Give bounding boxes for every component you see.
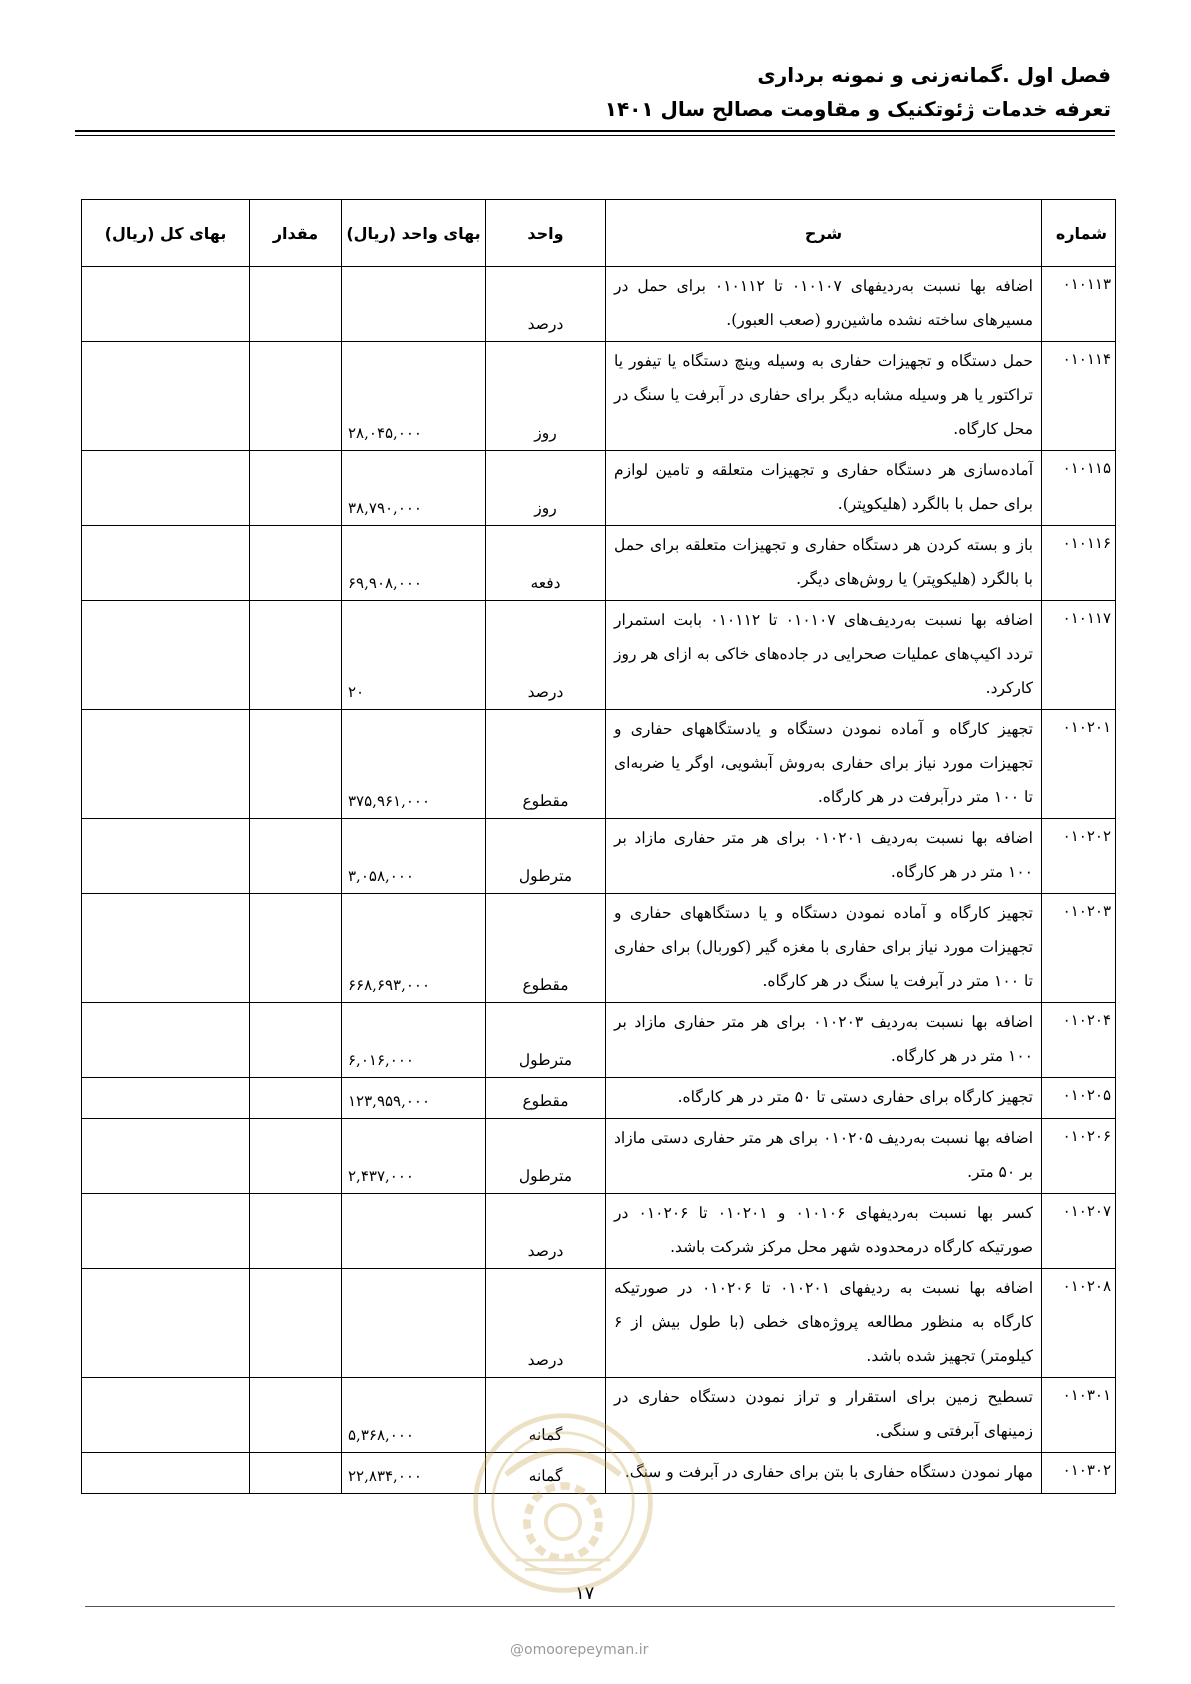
row-total <box>82 1003 250 1078</box>
row-unit: روز <box>486 342 606 451</box>
table-row <box>82 451 1116 526</box>
row-description: کسر بها نسبت به‌ردیفهای ۰۱۰۱۰۶ و ۰۱۰۲۰۱ تا ۰۱۰۲۰۶ در صورتیکه کارگاه درمحدوده شهر محل مرکز شرکت باشد. <box>606 1194 1042 1269</box>
row-total <box>82 342 250 451</box>
row-quantity <box>250 601 342 710</box>
row-quantity <box>250 267 342 342</box>
row-total <box>82 601 250 710</box>
table-row <box>82 894 1116 1003</box>
row-number: ۰۱۰۲۰۷ <box>1042 1194 1116 1269</box>
row-total <box>82 1453 250 1494</box>
row-description: آماده‌سازی هر دستگاه حفاری و تجهیزات متعلقه و تامین لوازم برای حمل با بالگرد (هلیکوپتر). <box>606 451 1042 526</box>
row-unit: مترطول <box>486 819 606 894</box>
header-unit: واحد <box>486 200 606 267</box>
row-description: اضافه بها نسبت به‌ردیف ۰۱۰۲۰۱ برای هر متر حفاری مازاد بر ۱۰۰ متر در هر کارگاه. <box>606 819 1042 894</box>
row-quantity <box>250 1453 342 1494</box>
row-quantity <box>250 342 342 451</box>
row-quantity <box>250 1003 342 1078</box>
website-watermark: @omoorepeyman.ir <box>510 1642 649 1658</box>
row-unit: روز <box>486 451 606 526</box>
table-row <box>82 1119 1116 1194</box>
row-total <box>82 1378 250 1453</box>
row-number: ۰۱۰۲۰۱ <box>1042 710 1116 819</box>
row-quantity <box>250 1078 342 1119</box>
row-number: ۰۱۰۲۰۳ <box>1042 894 1116 1003</box>
row-description: اضافه بها نسبت به‌ردیف‌های ۰۱۰۱۰۷ تا ۰۱۰۱۱۲ بابت استمرار تردد اکیپ‌های عملیات صحرایی در جاده‌های خاکی به ازای هر روز کارکرد. <box>606 601 1042 710</box>
row-unit: مقطوع <box>486 894 606 1003</box>
row-unit: مترطول <box>486 1003 606 1078</box>
row-number: ۰۱۰۱۱۴ <box>1042 342 1116 451</box>
chapter-title: فصل اول .گمانه‌زنی و نمونه برداری <box>757 63 1111 87</box>
row-description: اضافه بها نسبت به‌ردیف ۰۱۰۲۰۵ برای هر متر حفاری دستی مازاد بر ۵۰ متر. <box>606 1119 1042 1194</box>
table-row <box>82 819 1116 894</box>
table-row <box>82 526 1116 601</box>
gear-seal-watermark-icon <box>468 1408 658 1598</box>
row-quantity <box>250 1269 342 1378</box>
header-rule-thin <box>75 135 1115 136</box>
row-total <box>82 267 250 342</box>
row-quantity <box>250 819 342 894</box>
row-unit-price: ۲,۴۳۷,۰۰۰ <box>342 1119 486 1194</box>
row-quantity <box>250 1378 342 1453</box>
header-total: بهای کل (ریال) <box>82 200 250 267</box>
row-number: ۰۱۰۲۰۶ <box>1042 1119 1116 1194</box>
row-description: مهار نمودن دستگاه حفاری با بتن برای حفاری در آبرفت و سنگ. <box>606 1453 1042 1494</box>
row-unit-price: ۳۸,۷۹۰,۰۰۰ <box>342 451 486 526</box>
row-total <box>82 1078 250 1119</box>
row-unit: مقطوع <box>486 1078 606 1119</box>
table-row <box>82 342 1116 451</box>
row-description: تسطیح زمین برای استقرار و تراز نمودن دستگاه حفاری در زمینهای آبرفتی و سنگی. <box>606 1378 1042 1453</box>
row-total <box>82 1194 250 1269</box>
row-description: اضافه بها نسبت به ردیفهای ۰۱۰۲۰۱ تا ۰۱۰۲۰۶ در صورتیکه کارگاه به منظور مطالعه پروژه‌های خطی (با طول بیش از ۶ کیلومتر) تجهیز شده باشد. <box>606 1269 1042 1378</box>
row-total <box>82 451 250 526</box>
table-row <box>82 601 1116 710</box>
row-number: ۰۱۰۱۱۵ <box>1042 451 1116 526</box>
row-number: ۰۱۰۱۱۶ <box>1042 526 1116 601</box>
row-number: ۰۱۰۳۰۲ <box>1042 1453 1116 1494</box>
row-description: باز و بسته کردن هر دستگاه حفاری و تجهیزات متعلقه برای حمل با بالگرد (هلیکوپتر) یا روش‌های دیگر. <box>606 526 1042 601</box>
row-unit: درصد <box>486 1194 606 1269</box>
row-description: حمل دستگاه و تجهیزات حفاری به وسیله وینچ دستگاه یا تیفور یا تراکتور یا هر وسیله مشابه دیگر برای حفاری در آبرفت یا سنگ در محل کارگاه. <box>606 342 1042 451</box>
row-unit: گمانه <box>486 1453 606 1494</box>
row-unit: دفعه <box>486 526 606 601</box>
row-unit-price: ۳,۰۵۸,۰۰۰ <box>342 819 486 894</box>
row-total <box>82 894 250 1003</box>
row-unit-price: ۳۷۵,۹۶۱,۰۰۰ <box>342 710 486 819</box>
row-number: ۰۱۰۲۰۴ <box>1042 1003 1116 1078</box>
row-quantity <box>250 710 342 819</box>
page-number: ۱۷ <box>575 1583 595 1604</box>
header-unit-price: بهای واحد (ریال) <box>342 200 486 267</box>
row-unit-price <box>342 1194 486 1269</box>
row-unit-price: ۲۸,۰۴۵,۰۰۰ <box>342 342 486 451</box>
row-quantity <box>250 1119 342 1194</box>
row-description: تجهیز کارگاه و آماده نمودن دستگاه و یادستگاههای حفاری و تجهیزات مورد نیاز برای حفاری به‌روش آبشویی، اوگر یا ضربه‌ای تا ۱۰۰ متر درآبرفت در هر کارگاه. <box>606 710 1042 819</box>
header-number: شماره <box>1042 200 1116 267</box>
row-unit: درصد <box>486 267 606 342</box>
table-row <box>82 267 1116 342</box>
row-quantity <box>250 894 342 1003</box>
row-description: تجهیز کارگاه برای حفاری دستی تا ۵۰ متر در هر کارگاه. <box>606 1078 1042 1119</box>
header-quantity: مقدار <box>250 200 342 267</box>
row-unit: مترطول <box>486 1119 606 1194</box>
row-number: ۰۱۰۲۰۸ <box>1042 1269 1116 1378</box>
row-quantity <box>250 526 342 601</box>
row-total <box>82 710 250 819</box>
row-unit: درصد <box>486 1269 606 1378</box>
row-number: ۰۱۰۲۰۲ <box>1042 819 1116 894</box>
row-number: ۰۱۰۲۰۵ <box>1042 1078 1116 1119</box>
row-unit-price <box>342 1269 486 1378</box>
header-rule-thick <box>75 130 1115 132</box>
row-description: اضافه بها نسبت به‌ردیف ۰۱۰۲۰۳ برای هر متر حفاری مازاد بر ۱۰۰ متر در هر کارگاه. <box>606 1003 1042 1078</box>
row-number: ۰۱۰۳۰۱ <box>1042 1378 1116 1453</box>
table-row <box>82 1194 1116 1269</box>
row-quantity <box>250 451 342 526</box>
row-unit-price: ۶,۰۱۶,۰۰۰ <box>342 1003 486 1078</box>
row-unit-price: ۵,۳۶۸,۰۰۰ <box>342 1378 486 1453</box>
row-quantity <box>250 1194 342 1269</box>
row-unit-price: ۶۹,۹۰۸,۰۰۰ <box>342 526 486 601</box>
table-row <box>82 710 1116 819</box>
header-description: شرح <box>606 200 1042 267</box>
row-description: تجهیز کارگاه و آماده نمودن دستگاه و یا دستگاههای حفاری و تجهیزات مورد نیاز برای حفاری با مغزه گیر (کوربال) برای حفاری تا ۱۰۰ متر در آبرفت یا سنگ در هر کارگاه. <box>606 894 1042 1003</box>
row-total <box>82 1119 250 1194</box>
row-description: اضافه بها نسبت به‌ردیفهای ۰۱۰۱۰۷ تا ۰۱۰۱۱۲ برای حمل در مسیرهای ساخته نشده ماشین‌رو (صعب العبور). <box>606 267 1042 342</box>
tariff-table <box>81 199 1116 1494</box>
row-number: ۰۱۰۱۱۷ <box>1042 601 1116 710</box>
row-unit-price <box>342 267 486 342</box>
table-row <box>82 1269 1116 1378</box>
row-unit-price: ۲۲,۸۳۴,۰۰۰ <box>342 1453 486 1494</box>
table-row <box>82 1003 1116 1078</box>
row-number: ۰۱۰۱۱۳ <box>1042 267 1116 342</box>
page-header <box>71 58 1111 126</box>
row-unit-price: ۱۲۳,۹۵۹,۰۰۰ <box>342 1078 486 1119</box>
row-total <box>82 526 250 601</box>
row-unit-price: ۶۶۸,۶۹۳,۰۰۰ <box>342 894 486 1003</box>
table-header-row <box>82 200 1116 267</box>
row-unit: گمانه <box>486 1378 606 1453</box>
row-total <box>82 1269 250 1378</box>
row-unit: مقطوع <box>486 710 606 819</box>
table-row <box>82 1078 1116 1119</box>
document-title: تعرفه خدمات ژئوتکنیک و مقاومت مصالح سال ۱۴۰۱ <box>604 97 1111 121</box>
footer-rule <box>85 1606 1115 1607</box>
row-unit-price: ۲۰ <box>342 601 486 710</box>
row-unit: درصد <box>486 601 606 710</box>
row-total <box>82 819 250 894</box>
